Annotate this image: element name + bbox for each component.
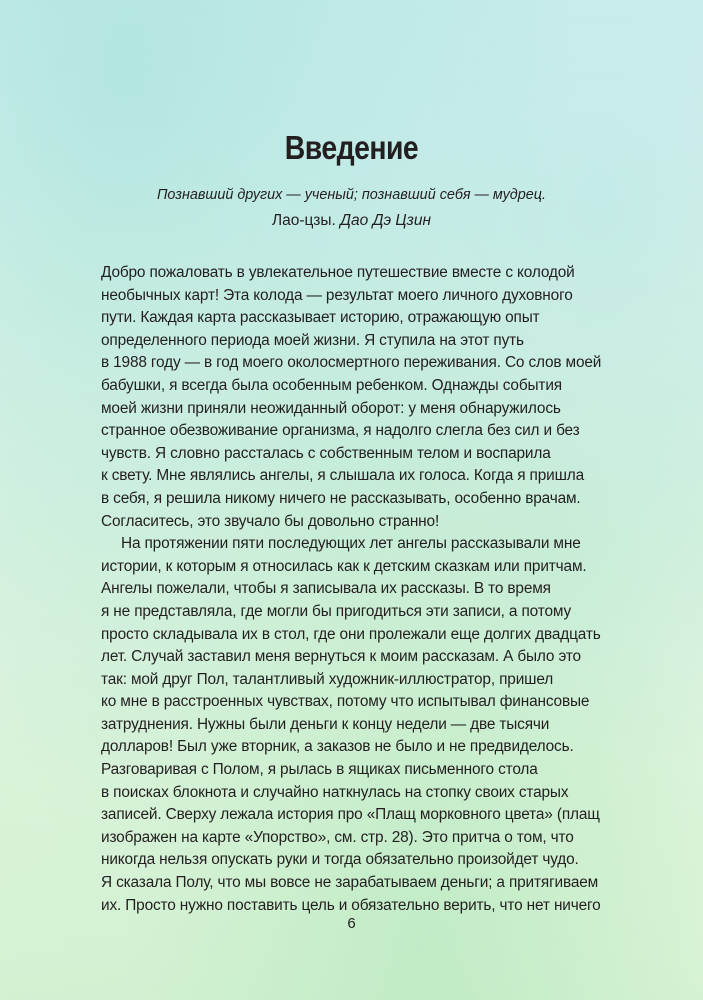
body-line: Ангелы пожелали, чтобы я записывала их рассказы. В то время xyxy=(101,580,551,598)
body-line: записей. Сверху лежала история про «Плащ морковного цвета» (плащ xyxy=(101,806,600,824)
page-number: 6 xyxy=(347,915,356,932)
body-line: к свету. Мне являлись ангелы, я слышала их голоса. Когда я пришла xyxy=(101,467,585,485)
body-line: в 1988 году — в год моего околосмертного переживания. Со слов моей xyxy=(101,354,602,372)
body-line: затруднения. Нужны были деньги к концу недели — две тысячи xyxy=(101,715,550,733)
body-line: определенного периода моей жизни. Я ступила на этот путь xyxy=(101,331,524,349)
body-line: необычных карт! Эта колода — результат моего личного духовного xyxy=(101,286,573,304)
body-line: Разговаривая с Полом, я рылась в ящиках письменного стола xyxy=(101,761,538,779)
body-line: истории, к которым я относилась как к детским сказкам или притчам. xyxy=(101,557,587,575)
body-line: моей жизни приняли неожиданный оборот: у меня обнаружилось xyxy=(101,399,561,417)
body-line: в поисках блокнота и случайно наткнулась на стопку своих старых xyxy=(101,783,569,801)
body-line: Согласитесь, это звучало бы довольно странно! xyxy=(101,512,440,530)
body-text xyxy=(101,262,641,917)
epigraph-author: Лао-цзы. xyxy=(271,212,336,229)
epigraph-quote: Познавший других — ученый; познавший себя — мудрец. xyxy=(157,187,546,203)
body-line: просто складывала их в стол, где они пролежали еще долгих двадцать xyxy=(101,625,601,643)
page-title: Введение xyxy=(284,129,419,166)
body-line: Я сказала Полу, что мы вовсе не зарабатываем деньги; а притягиваем xyxy=(101,874,599,892)
body-line: я не представляла, где могли бы пригодиться эти записи, а потому xyxy=(101,602,572,620)
body-line: На протяжении пяти последующих лет ангелы рассказывали мне xyxy=(121,535,581,553)
body-line: бабушки, я всегда была особенным ребенком. Однажды события xyxy=(101,376,562,394)
body-line: долларов! Был уже вторник, а заказов не было и не предвиделось. xyxy=(101,738,574,756)
body-line: Добро пожаловать в увлекательное путешествие вместе с колодой xyxy=(101,264,575,281)
body-line: их. Просто нужно поставить цель и обязательно верить, что нет ничего xyxy=(101,896,601,914)
body-line: странное обезвоживание организма, я надолго слегла без сил и без xyxy=(101,422,580,440)
body-line: изображен на карте «Упорство», см. стр. 28). Это притча о том, что xyxy=(101,828,574,846)
body-line: пути. Каждая карта рассказывает историю, отражающую опыт xyxy=(101,309,540,327)
body-line: чувств. Я словно рассталась с собственным телом и воспарила xyxy=(101,444,551,462)
body-line: так: мой друг Пол, талантливый художник-иллюстратор, пришел xyxy=(101,670,554,688)
body-line: ко мне в расстроенных чувствах, потому что испытывал финансовые xyxy=(101,693,590,711)
body-line: никогда нельзя опускать руки и тогда обязательно произойдет чудо. xyxy=(101,851,579,869)
body-line: в себя, я решила никому ничего не рассказывать, особенно врачам. xyxy=(101,489,581,507)
epigraph-source xyxy=(0,210,703,232)
body-line: лет. Случай заставил меня вернуться к моим рассказам. А было это xyxy=(101,648,581,666)
epigraph-work: Дао Дэ Цзин xyxy=(340,212,432,229)
